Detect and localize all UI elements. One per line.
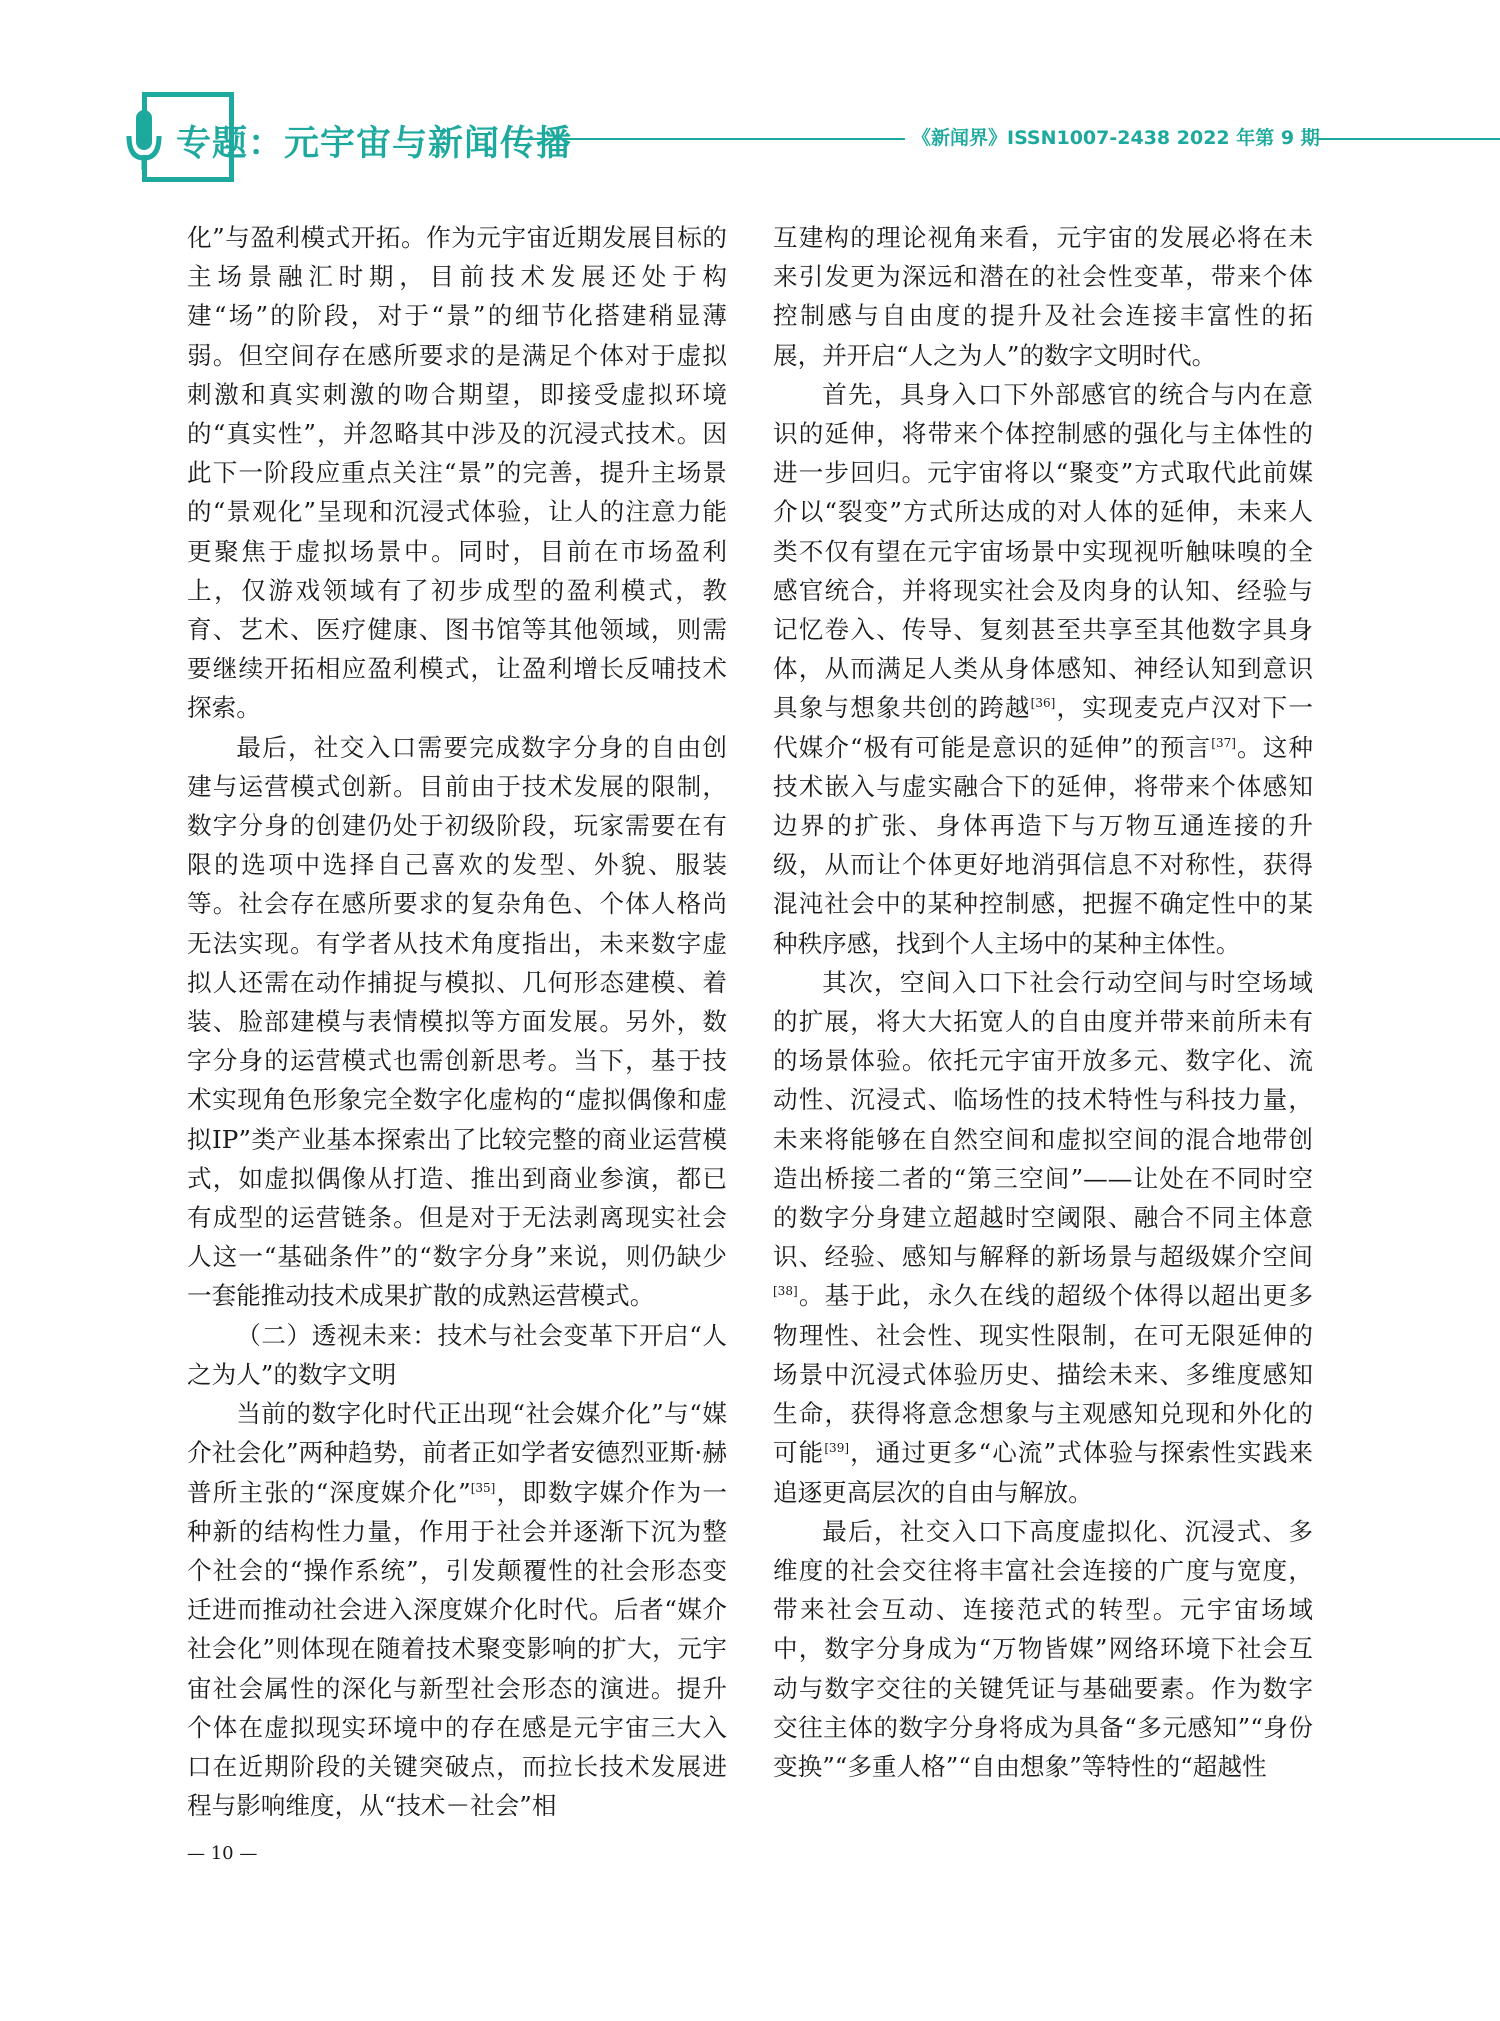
section-heading: （二）透视未来：技术与社会变革下开启“人之为人”的数字文明 [187,1320,727,1389]
microphone-frame-icon [125,108,165,174]
text-run: 其次，空间入口下社会行动空间与时空场域的扩展，将大大拓宽人的自由度并带来前所未有的场景体验。依托元宇宙开放多元、数字化、流动性、沉浸式、临场性的技术特性与科技力量，未来将能够在自然空间和虚拟空间的混合地带创造出桥接二者的“第三空间”——让处在不同时空的数字分身建立超越时空阈限、融合不同主体意识、经验、感知与解释的新场景与超级媒介空间 [773,967,1313,1272]
text-run: 首先，具身入口下外部感官的统合与内在意识的延伸，将带来个体控制感的强化与主体性的进一步回归。元宇宙将以“聚变”方式取代此前媒介以“裂变”方式所达成的对人体的延伸，未来人类不仅有望在元宇宙场景中实现视听触味嗅的全感官统合，并将现实社会及肉身的认知、经验与记忆卷入、传导、复刻甚至共享至其他数字具身体，从而满足人类从身体感知、神经认知到意识具象与想象共创的跨越 [773,379,1313,723]
section-title: 专题：元宇宙与新闻传播 [176,124,573,164]
text-run: ，实现麦克卢汉对下一代媒介“极有可能是意识的延伸”的预言 [773,693,1313,762]
header-rule-left [505,138,905,140]
paragraph: 化”与盈利模式开拓。作为元宇宙近期发展目标的主场景融汇时期，目前技术发展还处于构建“场”的阶段，对于“景”的细节化搭建稍显薄弱。但空间存在感所要求的是满足个体对于虚拟刺激和真实刺激的吻合期望，即接受虚拟环境的“真实性”，并忽略其中涉及的沉浸式技术。因此下一阶段应重点关注“景”的完善，提升主场景的“景观化”呈现和沉浸式体验，让人的注意力能更聚焦于虚拟场景中。同时，目前在市场盈利上，仅游戏领域有了初步成型的盈利模式，教育、艺术、医疗健康、图书馆等其他领域，则需要继续开拓相应盈利模式，让盈利增长反哺技术探索。 [187,223,727,723]
header-rule-right [1318,138,1500,140]
left-column [187,218,727,1825]
paragraph: 最后，社交入口下高度虚拟化、沉浸式、多维度的社会交往将丰富社会连接的广度与宽度，带来社会互动、连接范式的转型。元宇宙场域中，数字分身成为“万物皆媒”网络环境下社会互动与数字交往的关键凭证与基础要素。作为数字交往主体的数字分身将成为具备“多元感知”“身份变换”“多重人格”“自由想象”等特性的“超越性 [773,1516,1313,1781]
journal-info: 《新闻界》ISSN1007-2438 2022 年第 9 期 [912,127,1320,149]
text-run: ，通过更多“心流”式体验与探索性实践来追逐更高层次的自由与解放。 [773,1438,1313,1507]
right-column [773,218,1313,1786]
text-run: 。这种技术嵌入与虚实融合下的延伸，将带来个体感知边界的扩张、身体再造下与万物互通连接的升级，从而让个体更好地消弭信息不对称性，获得混沌社会中的某种控制感，把握不确定性中的某种秩序感，找到个人主场中的某种主体性。 [773,732,1313,958]
page-header [0,0,1500,200]
page-number: — 10 — [187,1843,258,1864]
paragraph [773,375,1313,963]
reference-marker[interactable]: [37] [1211,735,1236,750]
paragraph [773,963,1313,1512]
paragraph: 互建构的理论视角来看，元宇宙的发展必将在未来引发更为深远和潜在的社会性变革，带来个体控制感与自由度的提升及社会连接丰富性的拓展，并开启“人之为人”的数字文明时代。 [773,223,1313,370]
text-run: ，即数字媒介作为一种新的结构性力量，作用于社会并逐渐下沉为整个社会的“操作系统”，引发颠覆性的社会形态变迁进而推动社会进入深度媒介化时代。后者“媒介社会化”则体现在随着技术聚变影响的扩大，元宇宙社会属性的深化与新型社会形态的演进。提升个体在虚拟现实环境中的存在感是元宇宙三大入口在近期阶段的关键突破点，而拉长技术发展进程与影响维度，从“技术－社会”相 [187,1477,727,1821]
reference-marker[interactable]: [38] [773,1284,798,1299]
reference-marker[interactable]: [35] [470,1480,496,1495]
paragraph: 最后，社交入口需要完成数字分身的自由创建与运营模式创新。目前由于技术发展的限制，数字分身的创建仍处于初级阶段，玩家需要在有限的选项中选择自己喜欢的发型、外貌、服装等。社会存在感所要求的复杂角色、个体人格尚无法实现。有学者从技术角度指出，未来数字虚拟人还需在动作捕捉与模拟、几何形态建模、着装、脸部建模与表情模拟等方面发展。另外，数字分身的运营模式也需创新思考。当下，基于技术实现角色形象完全数字化虚构的“虚拟偶像和虚拟IP”类产业基本探索出了比较完整的商业运营模式，如虚拟偶像从打造、推出到商业参演，都已有成型的运营链条。但是对于无法剥离现实社会人这一“基础条件”的“数字分身”来说，则仍缺少一套能推动技术成果扩散的成熟运营模式。 [187,732,727,1311]
text-run: 。基于此，永久在线的超级个体得以超出更多物理性、社会性、现实性限制，在可无限延伸的场景中沉浸式体验历史、描绘未来、多维度感知生命，获得将意念想象与主观感知兑现和外化的可能 [773,1281,1313,1468]
paragraph [187,1394,727,1825]
reference-marker[interactable]: [36] [1030,696,1056,711]
reference-marker[interactable]: [39] [824,1441,850,1456]
text-run: 当前的数字化时代正出现“社会媒介化”与“媒介社会化”两种趋势，前者正如学者安德烈亚斯·赫普所主张的“深度媒介化” [187,1399,727,1507]
